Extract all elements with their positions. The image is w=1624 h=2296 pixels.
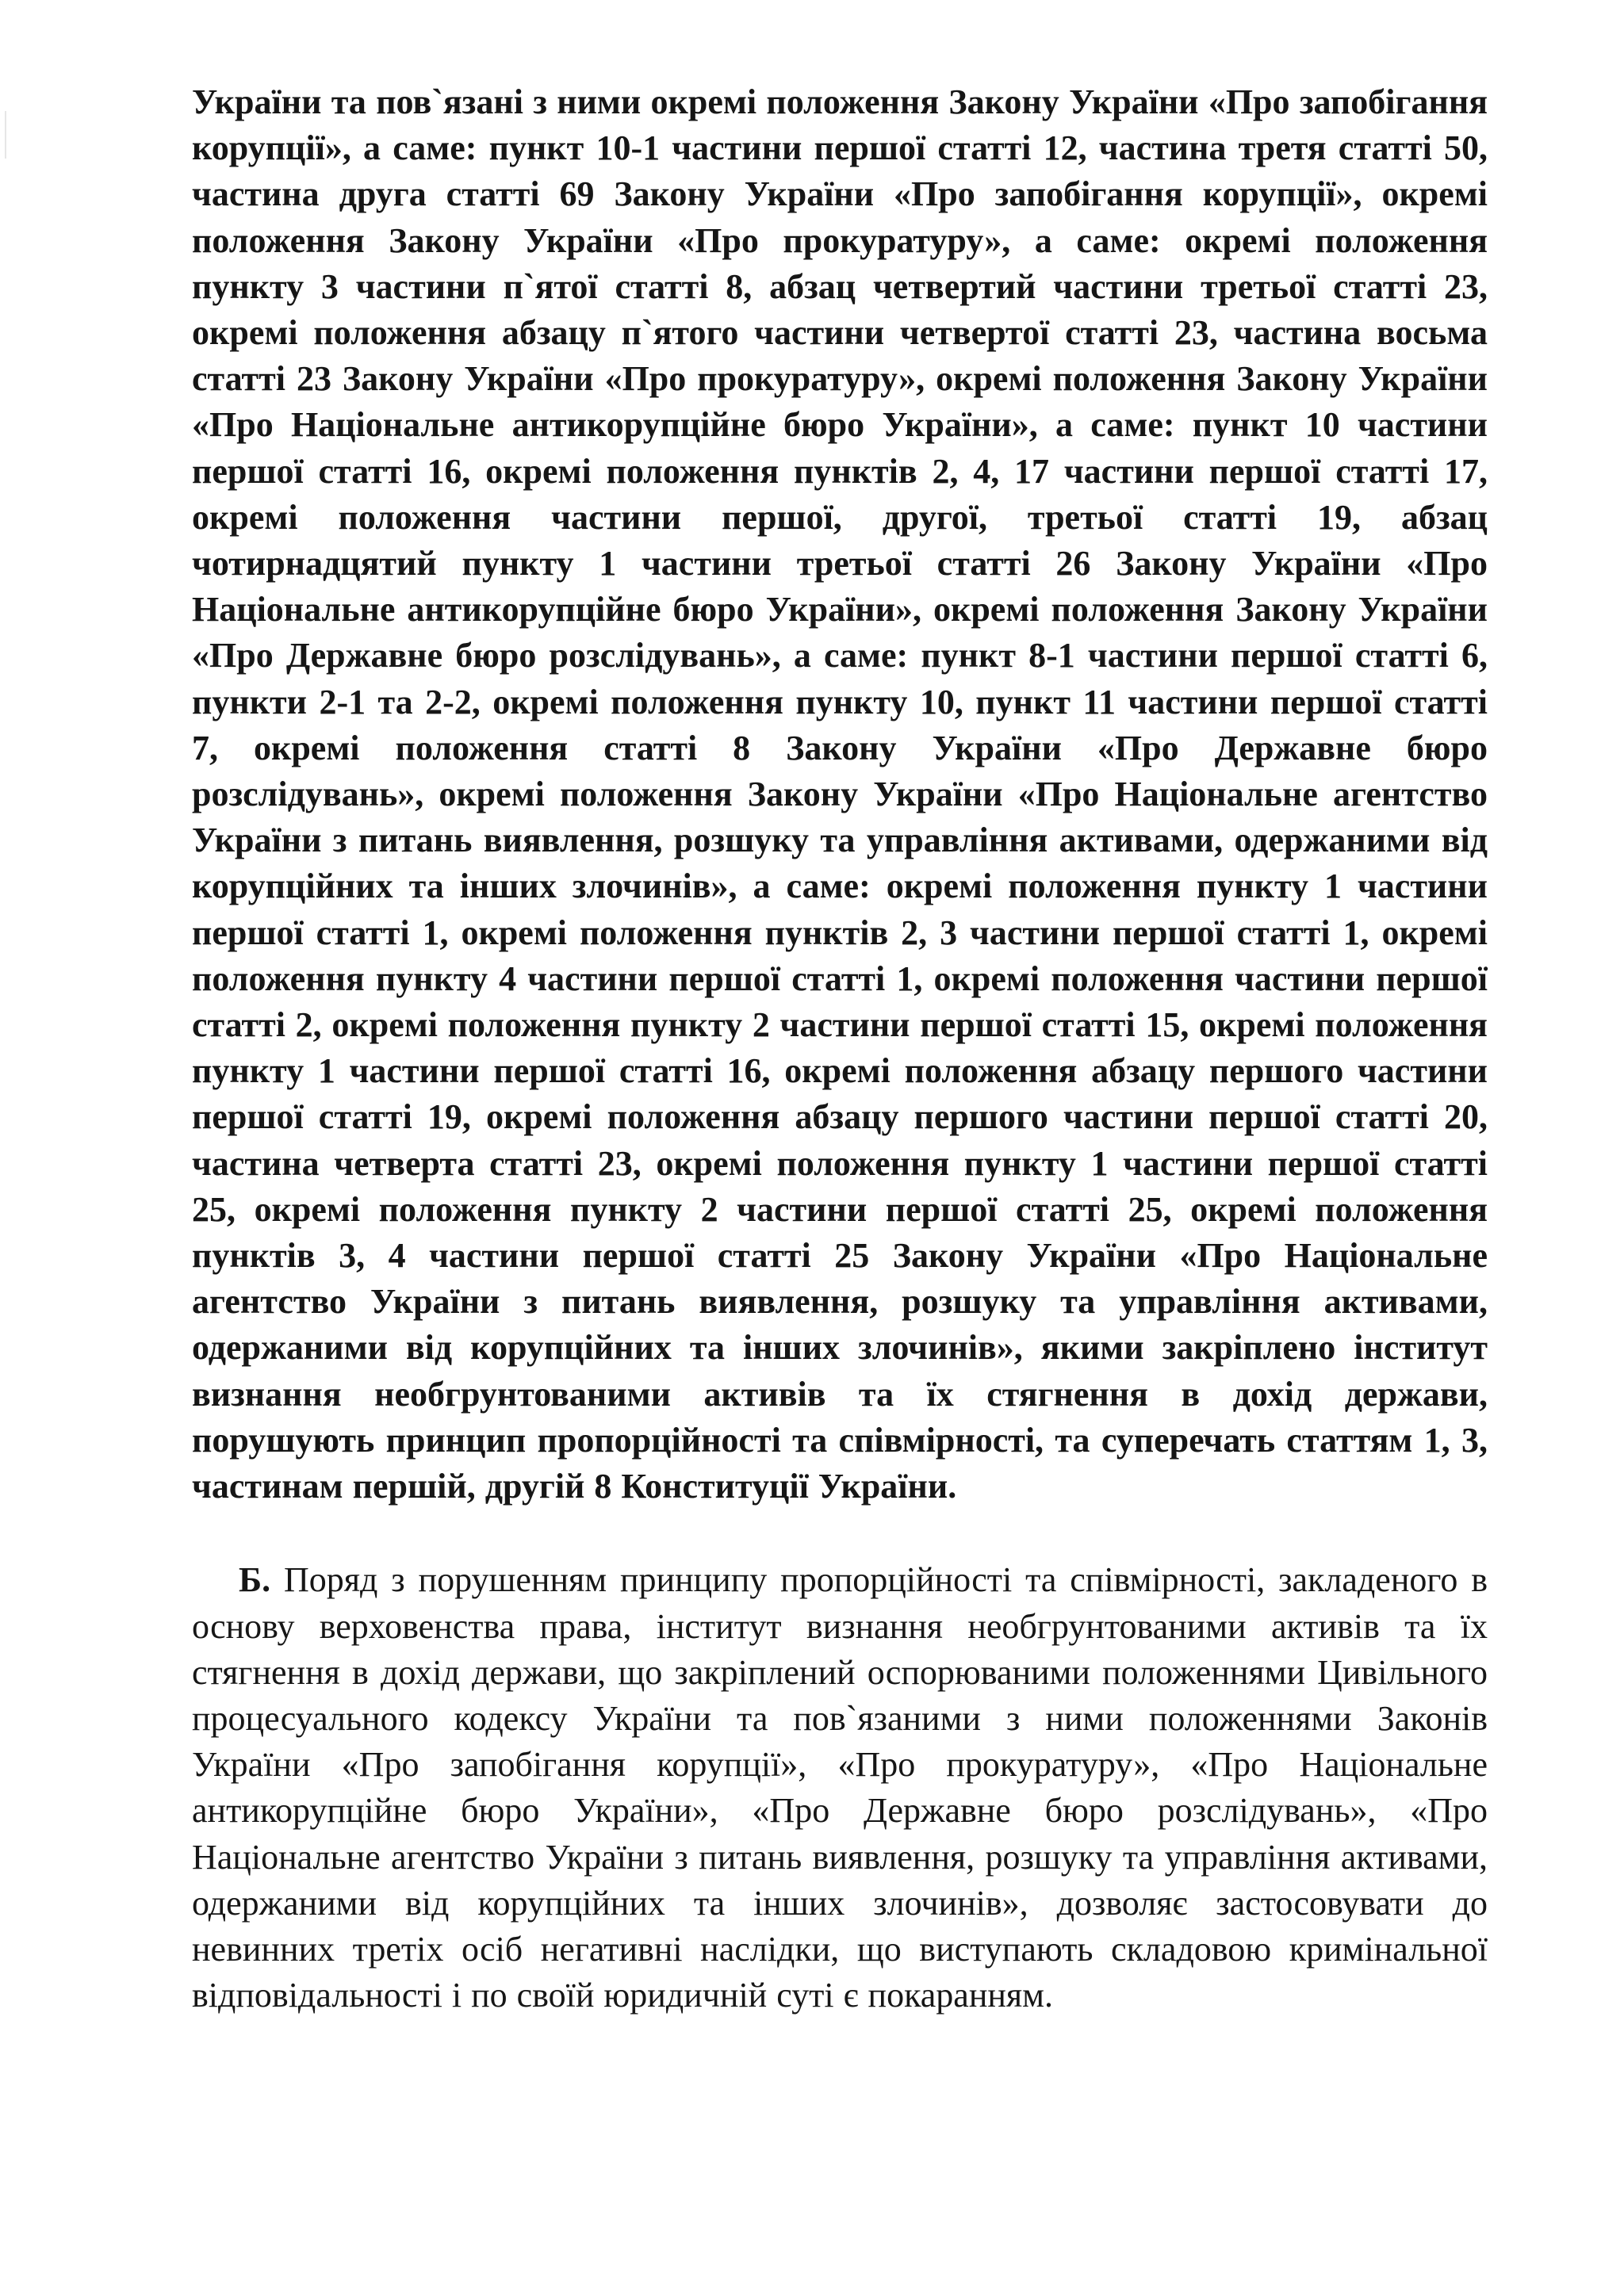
paragraph-a: України та пов`язані з ними окремі положення Закону України «Про запобігання корупції», а саме: пункт 10-1 частини першої статті 12, частина третя статті 50, частина друга статті 69 Закону України «Про запобігання корупції», окремі положення Закону України «Про прокуратуру», а саме: окремі положення пункту 3 частини п`ятої статті 8, абзац четвертий частини третьої статті 23, окремі положення абзацу п`ятого частини четвертої статті 23, частина восьма статті 23 Закону України «Про прокуратуру», окремі положення Закону України «Про Національне антикорупційне бюро України», а саме: пункт 10 частини першої статті 16, окремі положення пунктів 2, 4, 17 частини першої статті 17, окремі положення частини першої, другої, третьої статті 19, абзац чотирнадцятий пункту 1 частини третьої статті 26 Закону України «Про Національне антикорупційне бюро України», окремі положення Закону України «Про Державне бюро розслідувань», а саме: пункт 8-1 частини першої статті 6, пункти 2-1 та 2-2, окремі положення пункту 10, пункт 11 частини першої статті 7, окремі положення статті 8 Закону України «Про Державне бюро розслідувань», окремі положення Закону України «Про Національне агентство України з питань виявлення, розшуку та управління активами, одержаними від корупційних та інших злочинів», а саме: окремі положення пункту 1 частини першої статті 1, окремі положення пунктів 2, 3 частини першої статті 1, окремі положення пункту 4 частини першої статті 1, окремі положення частини першої статті 2, окремі положення пункту 2 частини першої статті 15, окремі положення пункту 1 частини першої статті 16, окремі положення абзацу першого частини першої статті 19, окремі положення абзацу першого частини першої статті 20, частина четверта статті 23, окремі положення пункту 1 частини першої статті 25, окремі положення пункту 2 частини першої статті 25, окремі положення пунктів 3, 4 частини першої статті 25 Закону України «Про Національне агентство України з питань виявлення, розшуку та управління активами, одержаними від корупційних та інших злочинів», якими закріплено інститут визнання необгрунтованими активів та їх стягнення в дохід держави, порушують принцип пропорційності та співмірності, та суперечать статтям 1, 3, частинам першій, другій 8 Конституції України. [192, 82, 1488, 1506]
scan-edge-mark [5, 111, 6, 159]
paragraph-b [192, 1557, 1488, 2019]
paragraph-b-text: Поряд з порушенням принципу пропорційності та співмірності, закладеного в основу верховенства права, інститут визнання необгрунтованими активів та їх стягнення в дохід держави, що закріплений оспорюваними положеннями Цивільного процесуального кодексу України та пов`язаними з ними положеннями Законів України «Про запобігання корупції», «Про прокуратуру», «Про Національне антикорупційне бюро України», «Про Державне бюро розслідувань», «Про Національне агентство України з питань виявлення, розшуку та управління активами, одержаними від корупційних та інших злочинів», дозволяє застосовувати до невинних третіх осіб негативні наслідки, що виступають складовою кримінальної відповідальності і по своїй юридичній суті є покаранням. [192, 1560, 1488, 2015]
paragraph-b-lead: Б. [239, 1560, 271, 1600]
